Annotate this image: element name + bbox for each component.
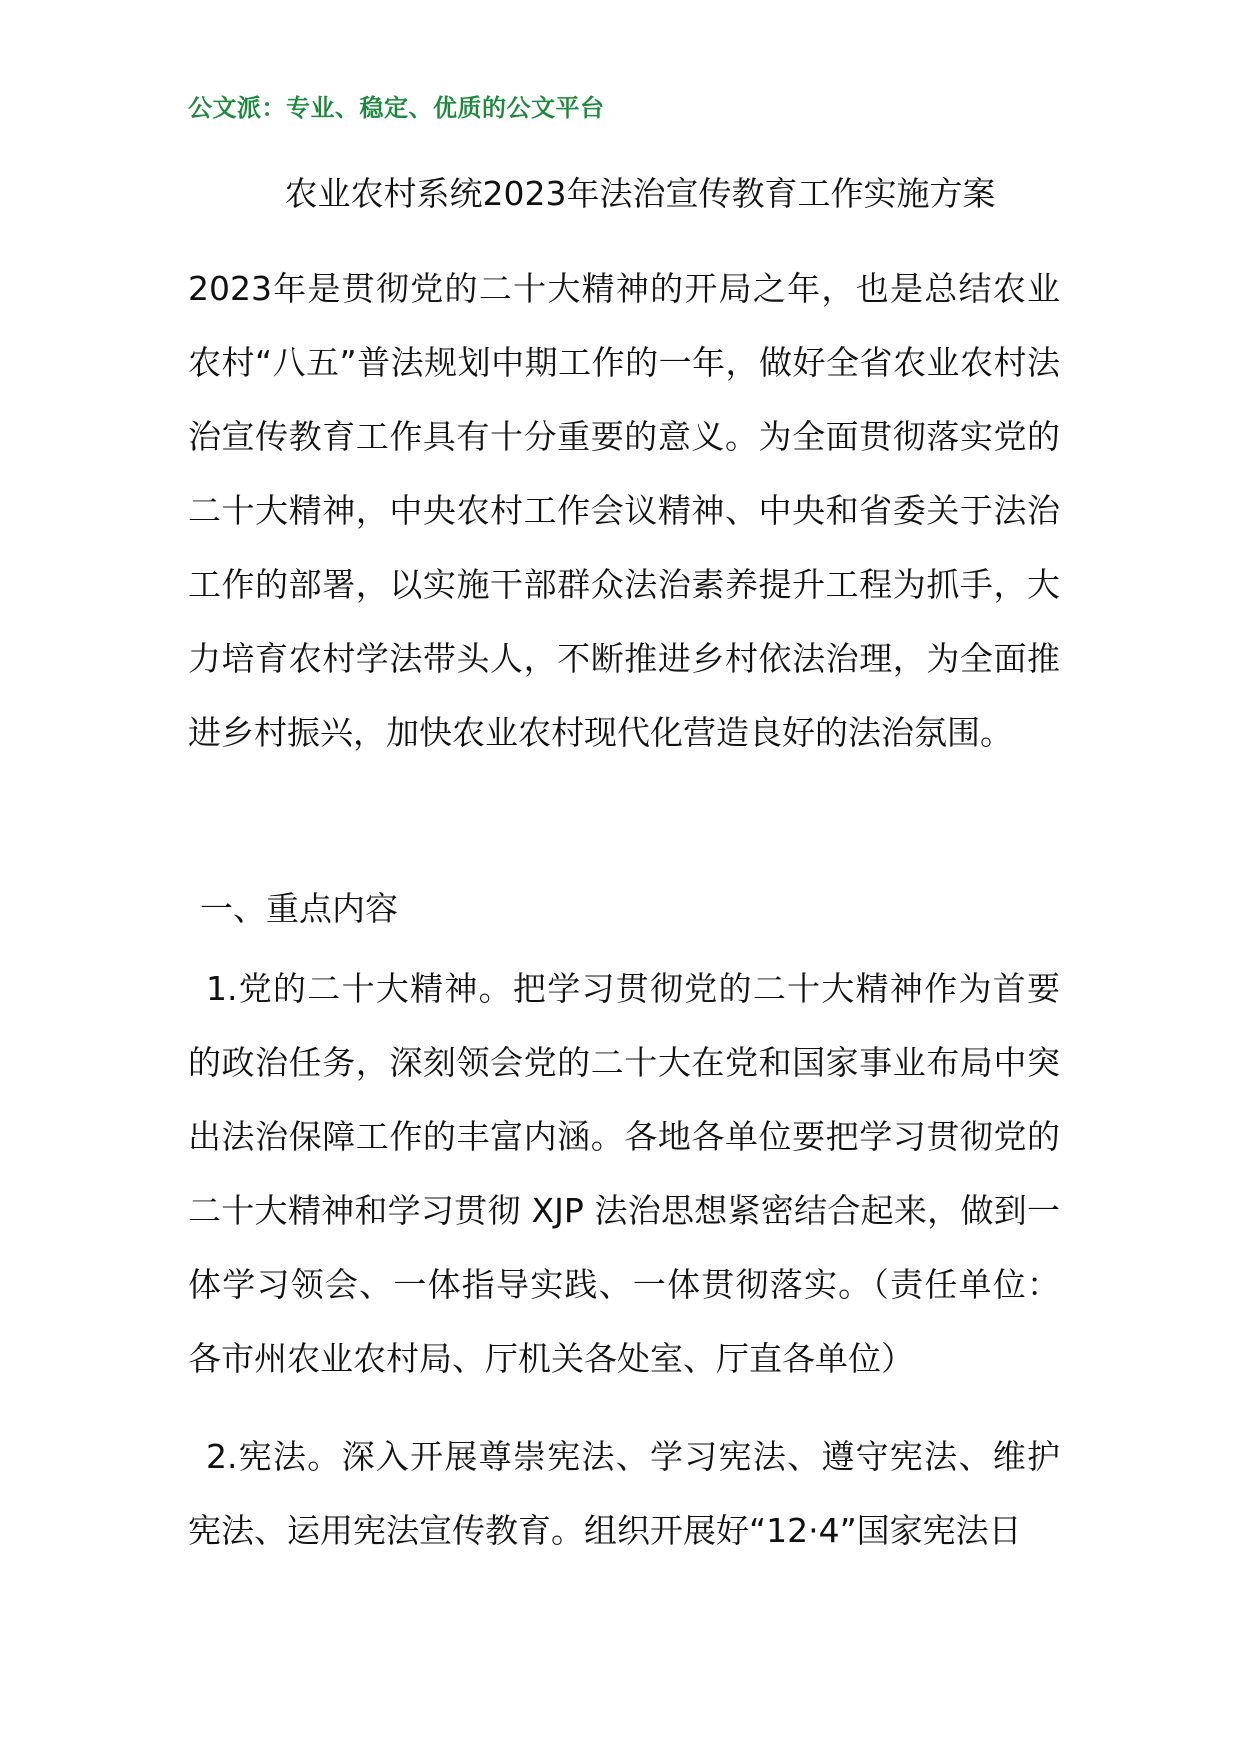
list-item-1: 1.党的二十大精神。把学习贯彻党的二十大精神作为首要的政治任务，深刻领会党的二十大在党和国家事业布局中突出法治保障工作的丰富内涵。各地各单位要把学习贯彻党的二十大精神和学习贯彻 XJP 法治思想紧密结合起来，做到一体学习领会、一体指导实践、一体贯彻落实。（责任单位：各市州农业农村局、厅机关各处室、厅直各单位）	[188, 969, 1060, 1378]
list-item-2: 2.宪法。深入开展尊崇宪法、学习宪法、遵守宪法、维护宪法、运用宪法宣传教育。组织开展好“12·4”国家宪法日	[188, 1437, 1060, 1550]
section-heading: 一、重点内容	[200, 889, 398, 928]
intro-paragraph: 2023年是贯彻党的二十大精神的开局之年，也是总结农业农村“八五”普法规划中期工作的一年，做好全省农业农村法治宣传教育工作具有十分重要的意义。为全面贯彻落实党的二十大精神，中央农村工作会议精神、中央和省委关于法治工作的部署，以实施干部群众法治素养提升工程为抓手，大力培育农村学法带头人，不断推进乡村依法治理，为全面推进乡村振兴，加快农业农村现代化营造良好的法治氛围。	[188, 269, 1060, 752]
header-note: 公文派：专业、稳定、优质的公文平台	[188, 94, 605, 122]
document-title: 农业农村系统2023年法治宣传教育工作实施方案	[284, 174, 996, 213]
